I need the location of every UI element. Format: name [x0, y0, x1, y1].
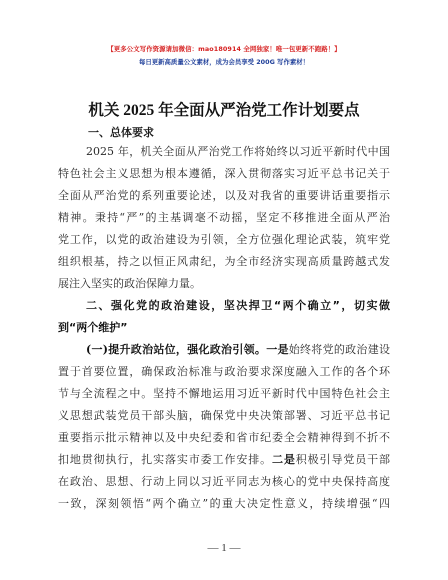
subsection1-heading: (一)提升政治站位，强化政治引领。 — [86, 343, 267, 356]
subsection1-line: 义思想武装党员干部头脑，确保党中央决策部署、习近平总书记 — [58, 409, 390, 422]
subsection1-line: 重要指示批示精神以及中央纪委和省市纪委全会精神得到不折不 — [58, 431, 390, 444]
section1-line: 精神。秉持“严”的主基调毫不动摇，坚定不移推进全面从严治 — [58, 211, 390, 224]
subsection1-first-line — [86, 343, 390, 357]
subsection1-lead-two: 二是 — [272, 453, 296, 466]
subsection1-tail-line: 一致，深刻领悟“两个确立”的重大决定性意义，持续增强“四 — [58, 497, 390, 510]
subsection1-line: 扣地贯彻执行，扎实落实市委工作安排。 — [58, 453, 272, 466]
section1-line: 特色社会主义思想为根本遵循，深入贯彻落实习近平总书记关于 — [58, 167, 390, 180]
subsection1-tail-line: 在政治、思想、行动上同以习近平同志为核心的党中央保持高度 — [58, 475, 390, 488]
subsection1-second-tail: 积极引导党员干部 — [295, 453, 391, 466]
document-title: 机关 2025 年全面从严治党工作计划要点 — [88, 102, 360, 119]
section1-line: 2025 年，机关全面从严治党工作将始终以习近平新时代中国 — [86, 145, 390, 158]
promo-banner-line1: 【更多公文写作资源请加微信：mao180914 全网独家！唯一包更新不跑路！】 — [107, 45, 341, 53]
subsection1-first-tail: 始终将党的政治建设 — [288, 343, 390, 356]
section1-heading: 一、总体要求 — [88, 126, 154, 139]
section1-line: 党工作，以党的政治建设为引领，全方位强化理论武装，筑牢党 — [58, 233, 390, 246]
section2-heading-line2: 到“两个维护” — [58, 321, 128, 334]
subsection1-mixed-line — [58, 453, 390, 467]
section1-line: 全面从严治党的系列重要论述，以及对我省的重要讲话重要指示 — [58, 189, 390, 202]
subsection1-line: 置于首要位置，确保政治标准与政治要求深度融入工作的各个环 — [58, 365, 390, 378]
subsection1-lead-one: 一是 — [266, 343, 289, 356]
page-number: — 1 — — [207, 542, 241, 554]
section1-line: 展注入坚实的政治保障力量。 — [58, 277, 201, 290]
subsection1-line: 节与全流程之中。坚持不懈地运用习近平新时代中国特色社会主 — [58, 387, 390, 400]
section1-line: 组织根基，持之以恒正风肃纪，为全市经济实现高质量跨越式发 — [58, 255, 390, 268]
section2-heading-line1: 二、强化党的政治建设，坚决捍卫“两个确立”，切实做 — [86, 299, 390, 312]
promo-banner-line2: 每日更新高质量公文素材，成为会员享受 200G 写作素材！ — [138, 58, 310, 66]
